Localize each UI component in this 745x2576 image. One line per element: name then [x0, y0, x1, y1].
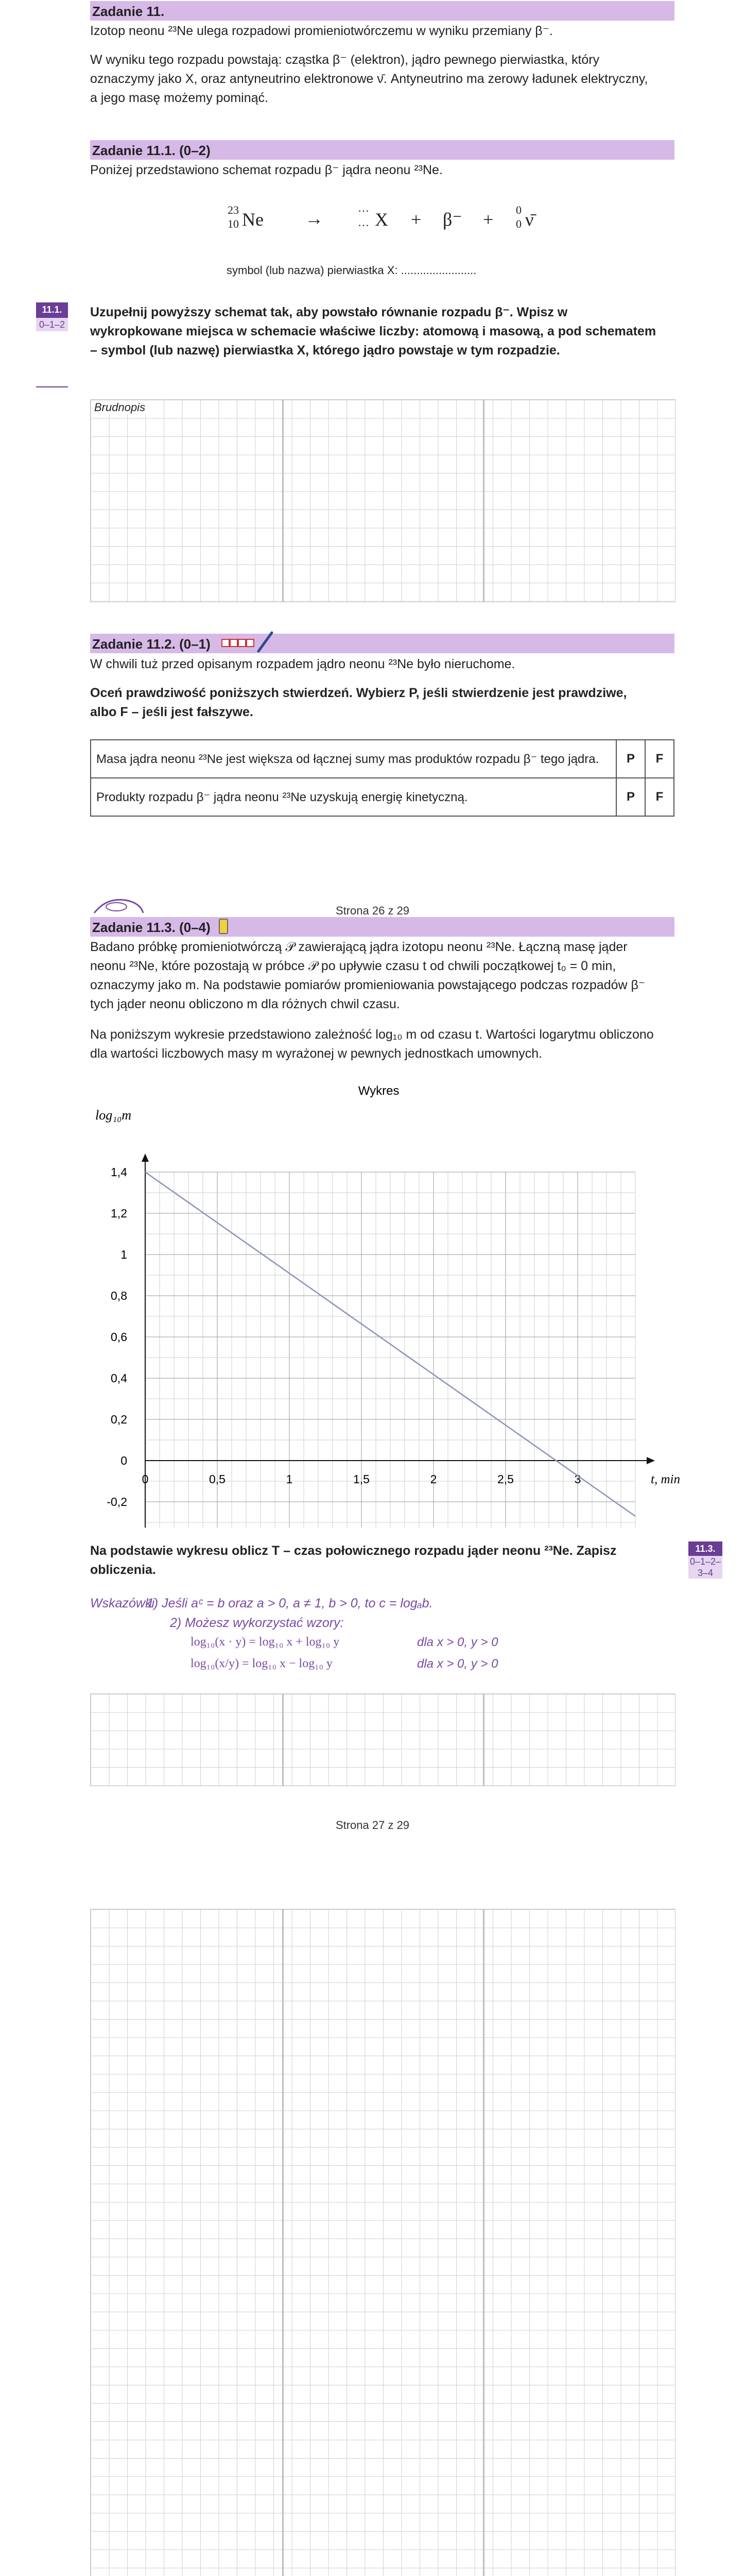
nu-mass-number: 0	[516, 204, 522, 216]
task-11-2-header	[90, 634, 674, 653]
grid-divider	[282, 1909, 284, 2576]
ne-atomic-number: 10	[228, 217, 239, 230]
task-11-3-title: Zadanie 11.3. (0–4)	[92, 920, 211, 935]
task-11-1-text: Poniżej przedstawiono schemat rozpadu β⁻ jądra neonu ²³Ne.	[90, 163, 443, 177]
y-axis-arrow-icon	[142, 1154, 149, 1162]
table-row	[91, 778, 674, 816]
x-symbol: X	[375, 209, 388, 230]
grid-divider	[483, 1909, 484, 2576]
formula-1: log₁₀(x · y) = log₁₀ x + log₁₀ y	[190, 1635, 340, 1649]
table-row	[91, 740, 674, 778]
answer-f[interactable]: F	[645, 778, 674, 816]
answer-grid-page28[interactable]	[90, 1909, 675, 2576]
score-tag-points[interactable]: 0–1–2	[36, 318, 68, 331]
statement-cell: Masa jądra neonu ²³Ne jest większa od łącznej sumy mas produktów rozpadu β⁻ tego jądra.	[91, 740, 616, 778]
x-atomic-blank[interactable]: …	[358, 216, 369, 229]
formula-1-condition: dla x > 0, y > 0	[417, 1635, 498, 1649]
task-11-1-instruction: Uzupełnij powyższy schemat tak, aby powstało równanie rozpadu β⁻. Wpisz w wykropkowane miejsca w schemacie właściwe liczby: atomową i masową, a pod schematem – symbol (lub nazwę) pierwiastka X, którego jądro powstaje w tym rozpadzie.	[90, 305, 656, 358]
y-tick-label: 0,4	[111, 1371, 127, 1385]
y-axis-label: log₁₀m	[95, 1108, 132, 1123]
antineutrino-symbol: ν̄	[525, 209, 534, 230]
x-tick-label: 1,5	[353, 1472, 370, 1486]
x-axis-arrow-icon	[647, 1457, 655, 1464]
x-tick-label: 3	[574, 1472, 581, 1486]
task-11-3-text: Badano próbkę promieniotwórczą 𝒫 zawierającą jądra izotopu neonu ²³Ne. Łączną masę jąder neonu ²³Ne, które pozostają w próbce 𝒫 po upływie czasu t od chwili początkowej t₀ = 0 min, oznaczymy jako m. Na podstawie pomiarów promieniowania powstającego podczas rozpadów β⁻ tych jąder neonu obliczono m dla różnych chwil czasu.	[90, 940, 646, 1011]
grid-divider	[282, 1694, 284, 1786]
score-tag-11-1	[36, 302, 68, 331]
arrow-icon: →	[305, 208, 323, 229]
element-symbol-line[interactable]: symbol (lub nazwa) pierwiastka X: ........................	[227, 264, 477, 277]
y-tick-label: 1,2	[111, 1207, 127, 1220]
calculator-icon	[219, 919, 228, 934]
task-11-2-instruction: Oceń prawdziwość poniższych stwierdzeń. Wybierz P, jeśli stwierdzenie jest prawdziwe, albo F – jeśli jest fałszywe.	[90, 686, 627, 719]
score-underline	[36, 386, 68, 387]
statement-cell: Produkty rozpadu β⁻ jądra neonu ²³Ne uzyskują energię kinetyczną.	[91, 778, 616, 816]
hint-2: 2) Możesz wykorzystać wzory:	[170, 1616, 344, 1630]
y-tick-label: -0,2	[107, 1495, 127, 1509]
x-tick-label: 0,5	[209, 1472, 226, 1486]
y-tick-label: 1	[120, 1248, 127, 1261]
answer-p[interactable]: P	[616, 740, 645, 778]
task-11-intro: Izotop neonu ²³Ne ulega rozpadowi promieniotwórczemu w wyniku przemiany β⁻.	[90, 24, 553, 38]
chart-title: Wykres	[358, 1084, 400, 1098]
y-tick-label: 0	[120, 1454, 127, 1467]
y-tick-label: 0,8	[111, 1289, 127, 1302]
decay-equation	[227, 201, 587, 250]
answer-grid-page27[interactable]	[90, 1693, 675, 1786]
task-11-3-text2: Na poniższym wykresie przedstawiono zależność log₁₀ m od czasu t. Wartości logarytmu obliczono dla wartości liczbowych masy m wyrażonej w pewnych jednostkach umownych.	[90, 1027, 654, 1061]
page-number-27: Strona 27 z 29	[335, 1819, 410, 1832]
task-11-header	[90, 1, 674, 21]
ne-symbol: Ne	[242, 209, 264, 230]
task-11-3-instruction: Na podstawie wykresu oblicz T – czas połowicznego rozpadu jąder neonu ²³Ne. Zapisz obliczenia.	[90, 1544, 617, 1577]
page-number-26: Strona 26 z 29	[335, 904, 410, 917]
y-tick-label: 1,4	[111, 1165, 127, 1179]
task-11-1-title: Zadanie 11.1. (0–2)	[92, 143, 211, 158]
task-11-2-title: Zadanie 11.2. (0–1)	[92, 636, 211, 652]
grid-divider	[483, 400, 484, 602]
score-tag-number: 11.3.	[695, 1544, 716, 1554]
task-11-2-text: W chwili tuż przed opisanym rozpadem jądro neonu ²³Ne było nieruchome.	[90, 657, 515, 671]
log-mass-chart	[0, 1074, 745, 1528]
plus-sign: +	[411, 209, 422, 230]
draft-label: Brudnopis	[92, 401, 147, 414]
task-11-3-header	[90, 917, 674, 937]
grid-divider	[282, 400, 284, 602]
x-tick-label: 2,5	[497, 1472, 514, 1486]
y-tick-label: 0,6	[111, 1330, 127, 1344]
hint-label: Wskazówki:	[90, 1596, 158, 1611]
nu-atomic-number: 0	[516, 217, 522, 230]
x-mass-blank[interactable]: …	[358, 201, 369, 214]
hint-1: 1) Jeśli aᶜ = b oraz a > 0, a ≠ 1, b > 0, to c = logₐb.	[147, 1596, 433, 1611]
pen-icon	[256, 630, 277, 653]
draft-grid[interactable]	[90, 399, 675, 602]
task-11-title: Zadanie 11.	[92, 4, 165, 19]
grid-divider	[483, 1694, 484, 1786]
formula-2: log₁₀(x/y) = log₁₀ x − log₁₀ y	[190, 1657, 333, 1670]
answer-p[interactable]: P	[616, 778, 645, 816]
checkbox-row-icon	[221, 638, 256, 648]
formula-2-condition: dla x > 0, y > 0	[417, 1657, 498, 1671]
x-tick-label: 0	[142, 1472, 149, 1486]
task-11-description: W wyniku tego rozpadu powstają: cząstka β⁻ (elektron), jądro pewnego pierwiastka, który oznaczymy jako X, oraz antyneutrino elektronowe ν̄. Antyneutrino ma zerowy ładunek elektryczny, a jego masę możemy pominąć.	[90, 53, 648, 105]
x-tick-label: 2	[430, 1472, 437, 1486]
y-tick-label: 0,2	[111, 1413, 127, 1426]
task-11-1-header	[90, 140, 674, 160]
score-tag-11-3	[688, 1541, 722, 1579]
score-tag-points[interactable]: 0–1–2–3–4	[688, 1556, 722, 1579]
answer-f[interactable]: F	[645, 740, 674, 778]
x-tick-label: 1	[286, 1472, 293, 1486]
chart-container	[0, 1074, 745, 1528]
true-false-table	[90, 739, 674, 817]
plus-sign: +	[483, 209, 494, 230]
beta-symbol: β⁻	[443, 209, 462, 230]
score-tag-number: 11.1.	[42, 304, 62, 315]
x-axis-label: t, min	[651, 1472, 680, 1486]
ne-mass-number: 23	[228, 204, 239, 216]
